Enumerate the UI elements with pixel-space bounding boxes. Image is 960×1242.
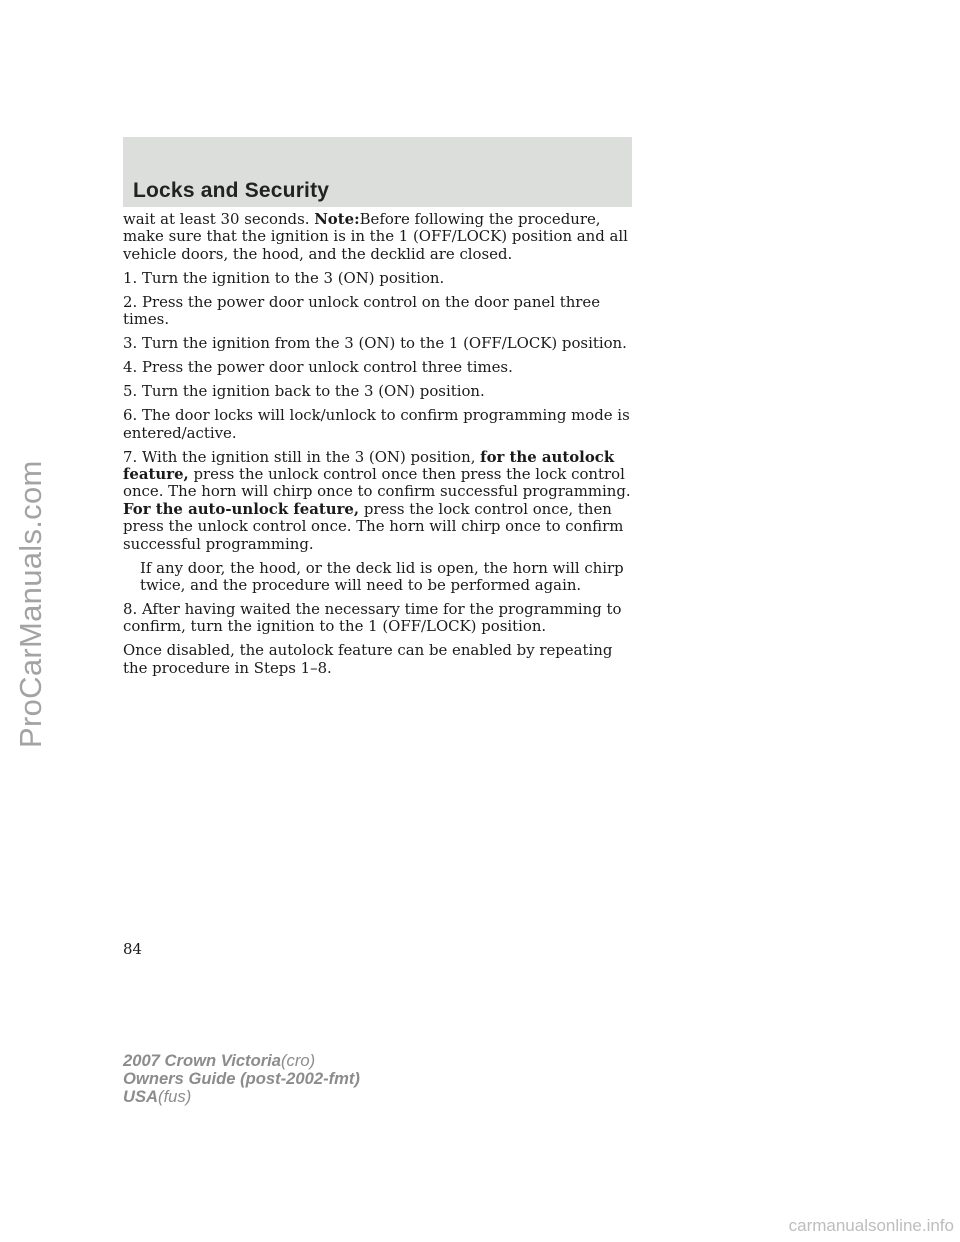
footer-guide-line: Owners Guide (post-2002-fmt) (123, 1069, 360, 1088)
document-footer (123, 1052, 360, 1106)
indented-note: If any door, the hood, or the deck lid is open, the horn will chirp twice, and the procedure will need to be performed again. (140, 558, 624, 595)
footer-model-line: 2007 Crown Victoria(cro) (123, 1051, 316, 1070)
step-5: 5. Turn the ignition back to the 3 (ON) position. (123, 382, 485, 401)
section-header-band (123, 137, 632, 207)
side-watermark: ProCarManuals.com (13, 460, 48, 748)
section-title: Locks and Security (133, 179, 330, 202)
step-6: 6. The door locks will lock/unlock to confirm programming mode is entered/active. (123, 406, 630, 442)
paragraph-intro: wait at least 30 seconds. Note:Before following the procedure, make sure that the ignition is in the 1 (OFF/LOCK) position and all vehicle doors, the hood, and the decklid are closed. (123, 210, 628, 263)
step-4: 4. Press the power door unlock control three times. (123, 358, 513, 377)
closing-paragraph: Once disabled, the autolock feature can be enabled by repeating the procedure in Steps 1–8. (123, 641, 613, 677)
page-number: 84 (123, 940, 142, 958)
auto-unlock-feature-label: For the auto-unlock feature, (123, 499, 360, 518)
step-2: 2. Press the power door unlock control on the door panel three times. (123, 292, 601, 329)
footer-region-line: USA(fus) (123, 1087, 192, 1106)
step-8: 8. After having waited the necessary time for the programming to confirm, turn the ignition to the 1 (OFF/LOCK) position. (123, 600, 622, 636)
manual-body (123, 211, 638, 684)
step-1: 1. Turn the ignition to the 3 (ON) position. (123, 268, 445, 287)
site-credit: carmanualsonline.info (788, 1216, 954, 1235)
step-7: 7. With the ignition still in the 3 (ON) position, for the autolock feature, press the unlock control once then press the lock control once. The horn will chirp once to confirm successful programming. For the auto-unlock feature, press the lock control once, then press the unlock control once. The horn will chirp once to confirm successful programming. (123, 447, 631, 553)
note-label: Note: (314, 210, 360, 228)
step-3: 3. Turn the ignition from the 3 (ON) to the 1 (OFF/LOCK) position. (123, 334, 627, 353)
autolock-feature-label: for the autolock feature, (123, 447, 615, 484)
